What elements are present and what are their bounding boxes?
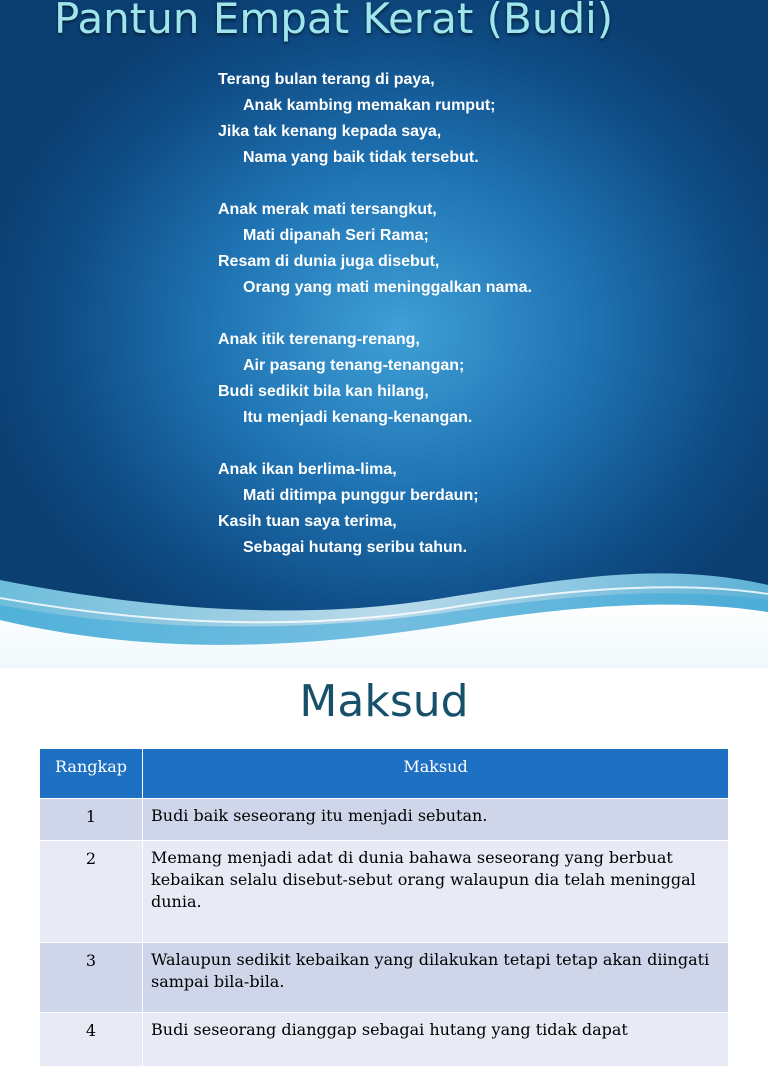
poem-line: Anak kambing memakan rumput;: [243, 97, 496, 114]
poem-line: Anak ikan berlima-lima,: [218, 461, 397, 478]
poem-line: Jika tak kenang kepada saya,: [218, 123, 442, 140]
poem-line: Mati ditimpa punggur berdaun;: [243, 487, 479, 504]
wave-decoration: [0, 560, 768, 668]
poem-line: Anak merak mati tersangkut,: [218, 201, 437, 218]
poem-line: Orang yang mati meninggalkan nama.: [243, 279, 532, 296]
row-text: Budi baik seseorang itu menjadi sebutan.: [143, 799, 729, 841]
poem-line: Sebagai hutang seribu tahun.: [243, 539, 468, 556]
stanza-2: [218, 200, 738, 304]
poem: [218, 70, 738, 590]
table-header-row: [40, 749, 729, 799]
row-text: Memang menjadi adat di dunia bahawa seseorang yang berbuat kebaikan selalu disebut-sebut orang walaupun dia telah meninggal dunia.: [143, 841, 729, 943]
maksud-table: [39, 748, 729, 1067]
table-row: [40, 1013, 729, 1067]
table-row: [40, 943, 729, 1013]
slide-title: Pantun Empat Kerat (Budi): [54, 0, 614, 43]
poem-line: Kasih tuan saya terima,: [218, 513, 397, 530]
column-header-maksud: Maksud: [143, 749, 729, 799]
table-row: [40, 841, 729, 943]
poem-line: Budi sedikit bila kan hilang,: [218, 383, 429, 400]
poem-line: Air pasang tenang-tenangan;: [243, 357, 465, 374]
row-text: Walaupun sedikit kebaikan yang dilakukan tetapi tetap akan diingati sampai bila-bila.: [143, 943, 729, 1013]
table-row: [40, 799, 729, 841]
section-heading: Maksud: [299, 676, 469, 727]
poem-line: Nama yang baik tidak tersebut.: [243, 149, 479, 166]
row-number: 3: [40, 943, 143, 1013]
stanza-3: [218, 330, 738, 434]
poem-line: Anak itik terenang-renang,: [218, 331, 420, 348]
row-text: Budi seseorang dianggap sebagai hutang yang tidak dapat: [143, 1013, 729, 1067]
column-header-rangkap: Rangkap: [40, 749, 143, 799]
poem-line: Terang bulan terang di paya,: [218, 71, 435, 88]
poem-line: Itu menjadi kenang-kenangan.: [243, 409, 473, 426]
row-number: 2: [40, 841, 143, 943]
stanza-4: [218, 460, 738, 564]
row-number: 4: [40, 1013, 143, 1067]
poem-line: Mati dipanah Seri Rama;: [243, 227, 429, 244]
slide-maksud: [0, 668, 768, 1040]
poem-line: Resam di dunia juga disebut,: [218, 253, 440, 270]
stanza-1: [218, 70, 738, 174]
row-number: 1: [40, 799, 143, 841]
